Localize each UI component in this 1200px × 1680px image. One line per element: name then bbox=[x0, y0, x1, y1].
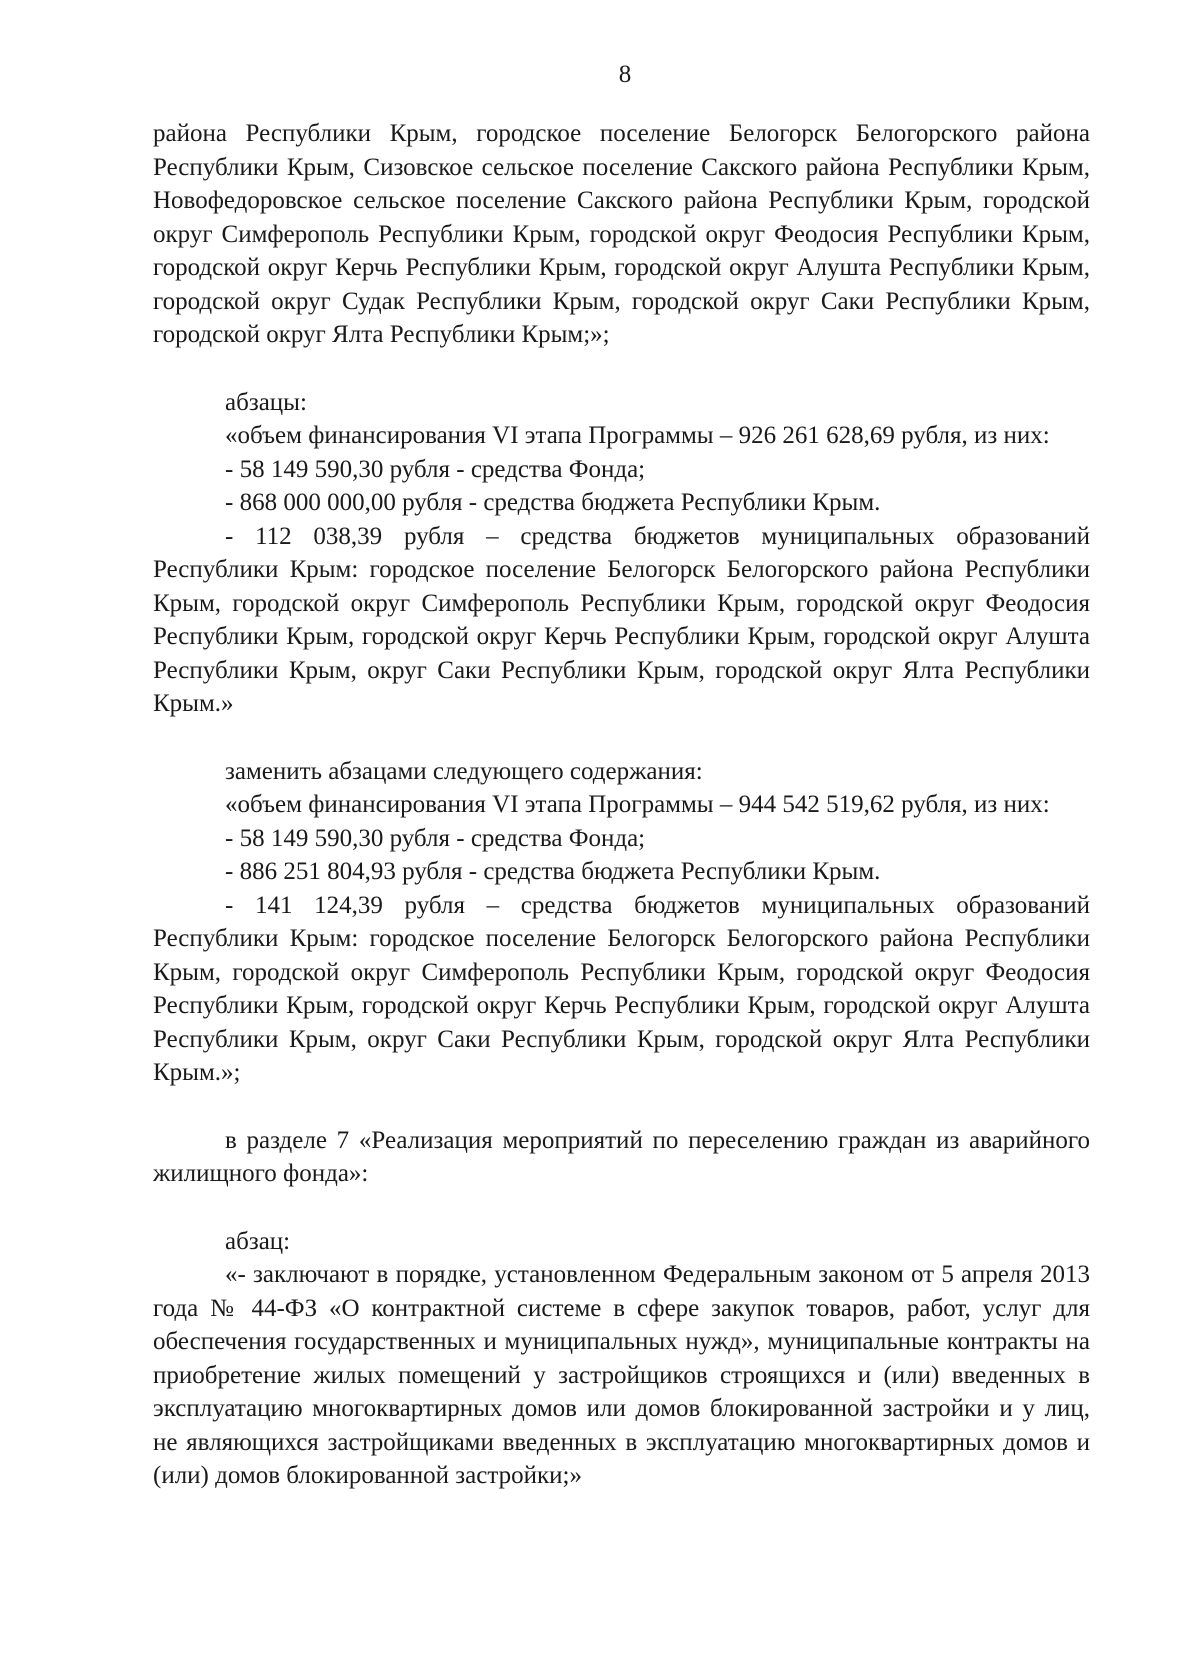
paragraph-new-budget-amount: - 886 251 804,93 рубля - средства бюджета Республики Крым. bbox=[225, 858, 881, 885]
paragraph-old-fund-amount: - 58 149 590,30 рубля - средства Фонда; bbox=[225, 455, 646, 483]
paragraph-old-municipal-amount: - 112 038,39 рубля – средства бюджетов муниципальных образований Республики Крым: городское поселение Белогорск Белогорского района Республики Крым, городской округ Симферополь Республики Крым, городской округ Феодосия Республики Крым, городской округ Керчь Республики Крым, городской округ Алушта Республики Крым, округ Саки Республики Крым, городской округ Ялта Республики Крым.» bbox=[153, 522, 1090, 717]
paragraph-new-funding-total: «объем финансирования VI этапа Программы – 944 542 519,62 рубля, из них: bbox=[225, 791, 1050, 818]
page-number: 8 bbox=[618, 61, 632, 88]
paragraph-old-funding-total: «объем финансирования VI этапа Программы – 926 261 628,69 рубля, из них: bbox=[225, 422, 1050, 449]
paragraph-municipalities-continued: района Республики Крым, городское поселение Белогорск Белогорского района Республики Крым, Сизовское сельское поселение Сакского района Республики Крым, Новофедоровское сельское поселение Сакского района Республики Крым, городской округ Симферополь Республики Крым, городской округ Феодосия Республики Крым, городской округ Керчь Республики Крым, городской округ Алушта Республики Крым, городской округ Судак Республики Крым, городской округ Саки Республики Крым, городской округ Ялта Республики Крым;»; bbox=[153, 120, 1090, 348]
paragraph-abzatsy-label: абзацы: bbox=[225, 388, 307, 416]
paragraph-old-budget-amount: - 868 000 000,00 рубля - средства бюджета Республики Крым. bbox=[225, 489, 881, 516]
paragraph-section-7-reference: в разделе 7 «Реализация мероприятий по переселению граждан из аварийного жилищного фонда»: bbox=[153, 1126, 1090, 1187]
paragraph-new-fund-amount: - 58 149 590,30 рубля - средства Фонда; bbox=[225, 824, 646, 852]
paragraph-new-municipal-amount: - 141 124,39 рубля – средства бюджетов муниципальных образований Республики Крым: городское поселение Белогорск Белогорского района Республики Крым, городской округ Симферополь Республики Крым, городской округ Феодосия Республики Крым, городской округ Керчь Республики Крым, городской округ Алушта Республики Крым, округ Саки Республики Крым, городской округ Ялта Республики Крым.»; bbox=[153, 891, 1090, 1086]
document-body bbox=[153, 117, 1090, 1493]
paragraph-contracts-clause: «- заключают в порядке, установленном Федеральным законом от 5 апреля 2013 года № 44-ФЗ «О контрактной системе в сфере закупок товаров, работ, услуг для обеспечения государственных и муниципальных нужд», муниципальные контракты на приобретение жилых помещений у застройщиков строящихся и (или) введенных в эксплуатацию многоквартирных домов или домов блокированной застройки и у лиц, не являющихся застройщиками введенных в эксплуатацию многоквартирных домов и (или) домов блокированной застройки;» bbox=[153, 1261, 1090, 1489]
paragraph-replace-instruction: заменить абзацами следующего содержания: bbox=[225, 757, 703, 785]
paragraph-abzats-label: абзац: bbox=[225, 1227, 291, 1255]
